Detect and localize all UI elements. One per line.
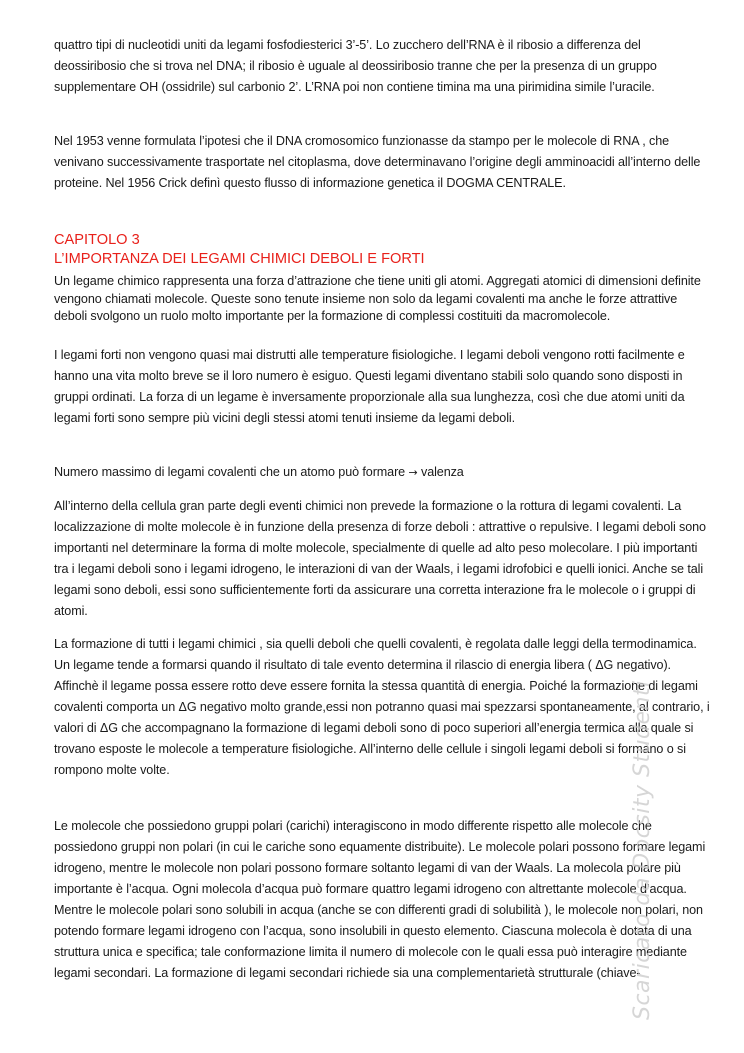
arrow-right-icon: →	[408, 466, 418, 479]
watermark: Scaricato da Docsity Studenti	[630, 680, 655, 1020]
chapter-heading	[54, 231, 425, 269]
paragraph-chemical-bond	[54, 273, 710, 326]
paragraph-text: Un legame chimico rappresenta una forza d’attrazione che tiene uniti gli atomi. Aggregati atomici di dimensioni definite vengono chiamati molecole. Queste sono tenute insieme non solo da legami covalenti ma anche le forze attrattive deboli svolgono un ruolo molto importante per la formazione di complessi costituiti da macromolecole.	[54, 274, 701, 324]
valence-text-after: valenza	[417, 465, 464, 479]
paragraph-weak-bonds-cell	[54, 496, 710, 622]
valence-text-before: Numero massimo di legami covalenti che un atomo può formare	[54, 465, 409, 479]
paragraph-text: Nel 1953 venne formulata l’ipotesi che il DNA cromosomico funzionasse da stampo per le molecole di RNA , che venivano successivamente trasportate nel citoplasma, dove determinavano l’origine degli amminoacidi all’interno delle proteine. Nel 1956 Crick definì questo flusso di informazione genetica il DOGMA CENTRALE.	[54, 134, 701, 190]
paragraph-text: La formazione di tutti i legami chimici , sia quelli deboli che quelli covalenti, è regolata dalle leggi della termodinamica. Un legame tende a formarsi quando il risultato di tale evento determina il rilascio di energia libera ( ΔG negativo). Affinchè il legame possa essere rotto deve essere fornita la stessa quantità di energia. Poiché la formazione di legami covalenti comporta un ΔG negativo molto grande,essi non potranno quasi mai spezzarsi spontaneamente, al contrario, i valori di ΔG che accompagnano la formazione di legami deboli sono di poco superiori all’energia termica alla quale si trovano esposte le molecole a temperature fisiologiche. All’interno delle cellule i singoli legami deboli si formano o si rompono molte volte.	[54, 637, 710, 777]
chapter-title: L’IMPORTANZA DEI LEGAMI CHIMICI DEBOLI E FORTI	[54, 251, 425, 267]
paragraph-polar-molecules	[54, 816, 710, 984]
paragraph-text: Le molecole che possiedono gruppi polari (carichi) interagiscono in modo differente rispetto alle molecole che possiedono gruppi non polari (in cui le cariche sono equamente distribuite). Le molecole polari possono formare legami idrogeno, mentre le molecole non polari possono formare soltanto legami di van der Waals. La molecola polare più importante è l’acqua. Ogni molecola d’acqua può formare quattro legami idrogeno con altrettante molecole d’acqua. Mentre le molecole polari sono solubili in acqua (anche se con differenti gradi di solubilità ), le molecole non polari, non potendo formare legami idrogeno con l’acqua, sono insolubili in questo elemento. Ciascuna molecola è dotata di una struttura unica e specifica; tale conformazione limita il numero di molecole con le quali essa può interagire mediante legami secondari. La formazione di legami secondari richiede sia una complementarietà strutturale (chiave-	[54, 819, 706, 980]
paragraph-text: All’interno della cellula gran parte degli eventi chimici non prevede la formazione o la rottura di legami covalenti. La localizzazione di molte molecole è in funzione della presenza di forze deboli : attrattive o repulsive. I legami deboli sono importanti nel determinare la forma di molte molecole, specialmente di quelle ad alto peso molecolare. I più importanti tra i legami deboli sono i legami idrogeno, le interazioni di van der Waals, i legami idrofobici e quelli ionici. Anche se tali legami sono deboli, essi sono sufficientemente forti da assicurare una corretta interazione fra le molecole o i gruppi di atomi.	[54, 499, 706, 618]
chapter-number: CAPITOLO 3	[54, 232, 140, 248]
paragraph-thermodynamics	[54, 634, 710, 781]
paragraph-central-dogma	[54, 131, 710, 194]
paragraph-text	[54, 462, 710, 483]
paragraph-text: quattro tipi di nucleotidi uniti da legami fosfodiesterici 3’-5’. Lo zucchero dell’RNA è il ribosio a differenza del deossiribosio che si trova nel DNA; il ribosio è uguale al deossiribosio tranne che per la presenza di un gruppo supplementare OH (ossidrile) sul carbonio 2’. L’RNA poi non contiene timina ma una pirimidina simile l’uracile.	[54, 38, 657, 94]
paragraph-strong-weak-bonds	[54, 345, 710, 429]
paragraph-rna-sugar	[54, 35, 710, 98]
paragraph-valence	[54, 462, 710, 483]
paragraph-text: I legami forti non vengono quasi mai distrutti alle temperature fisiologiche. I legami deboli vengono rotti facilmente e hanno una vita molto breve se il loro numero è esiguo. Questi legami diventano stabili solo quando sono disposti in gruppi ordinati. La forza di un legame è inversamente proporzionale alla sua lunghezza, così che due atomi uniti da legami forti sono sempre più vicini degli stessi atomi tenuti insieme da legami deboli.	[54, 348, 685, 425]
